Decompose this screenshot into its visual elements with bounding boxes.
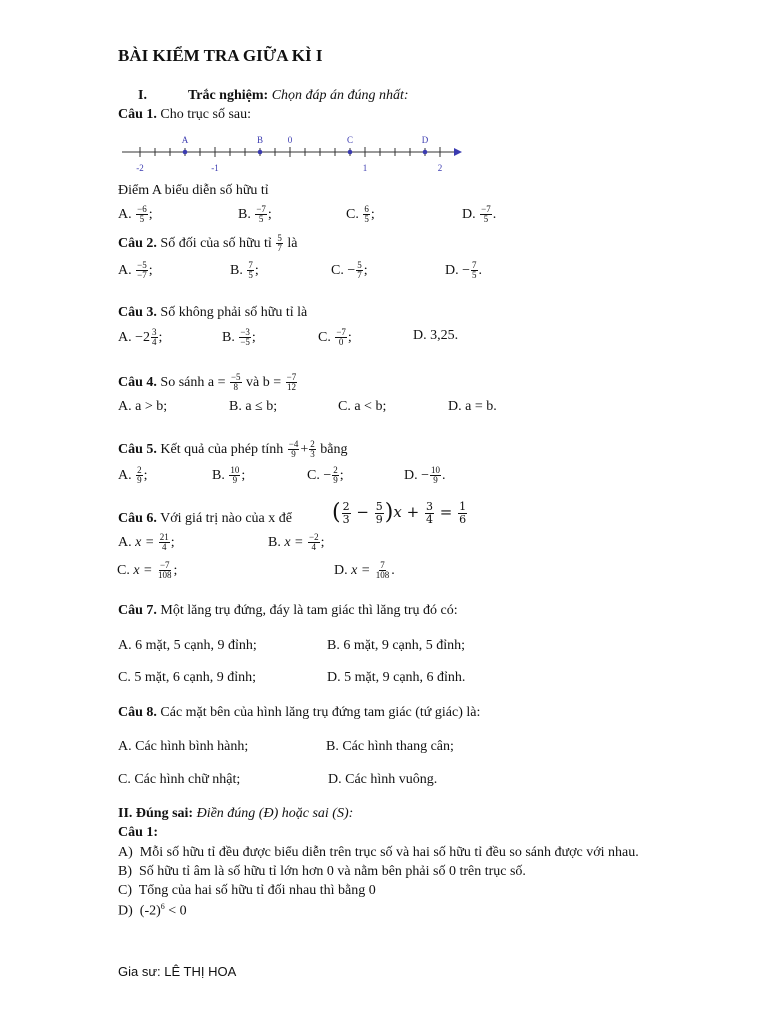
q6-answer-c: C. x = $\frac{-7}{108}$ ; — [117, 560, 178, 581]
section2-heading: II. Đúng sai: Điền đúng (Đ) hoặc sai (S): — [118, 806, 354, 821]
tick-label-1: 1 — [362, 163, 368, 173]
q1-answer-d: D. $\frac{-7}{5}$ . — [462, 204, 497, 225]
q7-answer-a: A. 6 mặt, 5 cạnh, 9 đỉnh; — [118, 638, 257, 653]
q8-heading: Câu 8. Các mặt bên của hình lăng trụ đứng tam giác (tứ giác) là: — [118, 705, 481, 720]
footer-tutor: Gia sư: LÊ THỊ HOA — [118, 964, 237, 979]
tf-item-a: A) Mỗi số hữu tỉ đều được biểu diễn trên trục số và hai số hữu tỉ đều so sánh được với nhau. — [118, 845, 639, 860]
point-label-zero: 0 — [287, 135, 293, 145]
tick-label-minus1: -1 — [211, 163, 219, 173]
q3-answer-c: C. $\frac{-7}{0}$ ; — [318, 327, 352, 348]
q4-answer-d: D. a = b. — [448, 399, 497, 414]
q6-equation: ( $\frac{2}{3}$ − $\frac{5}{9}$ )x + $\frac{3}{4}$ = $\frac{1}{6}$ — [332, 500, 467, 526]
q4-answer-b: B. a ≤ b; — [229, 399, 278, 414]
tf-item-b: B) Số hữu tỉ âm là số hữu tỉ lớn hơn 0 và nằm bên phải số 0 trên trục số. — [118, 864, 526, 879]
q3-answer-b: B. $\frac{-3}{-5}$ ; — [222, 327, 256, 348]
q1-answer-b: B. $\frac{-7}{5}$ ; — [238, 204, 272, 225]
q2-answer-c: C. − $\frac{5}{7}$ ; — [331, 260, 368, 281]
point-b-dot — [258, 150, 263, 155]
point-a-dot — [183, 150, 188, 155]
q7-answer-c: C. 5 mặt, 6 cạnh, 9 đỉnh; — [118, 670, 257, 685]
q8-answer-b: B. Các hình thang cân; — [326, 739, 454, 754]
section1-numeral: I. — [138, 88, 147, 103]
q1-answer-c: C. $\frac{6}{5}$ ; — [346, 204, 375, 225]
q5-answer-d: D. − $\frac{10}{9}$ . — [404, 465, 446, 486]
q6-answer-d: D. x = $\frac{7}{108}$ . — [334, 560, 395, 581]
q5-answer-c: C. − $\frac{2}{9}$ ; — [307, 465, 344, 486]
section1-instruction: Chọn đáp án đúng nhất: — [271, 88, 409, 103]
q1-label: Câu 1. — [118, 107, 157, 122]
point-label-a: A — [181, 135, 189, 145]
q2-answer-a: A. $\frac{-5}{-7}$ ; — [118, 260, 153, 281]
q1-stem: Điểm A biểu diễn số hữu tỉ — [118, 183, 269, 198]
section1-label: Trắc nghiệm: — [187, 88, 269, 103]
q5-answer-a: A. $\frac{2}{9}$ ; — [118, 465, 148, 486]
point-label-b: B — [256, 135, 264, 145]
q6-answer-a: A. x = $\frac{21}{4}$ ; — [118, 532, 175, 553]
q8-answer-c: C. Các hình chữ nhật; — [118, 772, 241, 787]
q2-heading: Câu 2. Số đối của số hữu tỉ $\frac{5}{7}$ là — [118, 233, 298, 254]
number-line — [118, 130, 468, 178]
page-title: BÀI KIỂM TRA GIỮA KÌ I — [118, 46, 323, 65]
tf-item-c: C) Tổng của hai số hữu tỉ đối nhau thì bằng 0 — [118, 883, 376, 898]
point-label-d: D — [421, 135, 429, 145]
q3-heading: Câu 3. Số không phải số hữu tỉ là — [118, 305, 308, 320]
q6-answer-b: B. x = $\frac{-2}{4}$ ; — [268, 532, 325, 553]
q7-answer-d: D. 5 mặt, 9 cạnh, 6 đỉnh. — [327, 670, 466, 685]
q6-heading: Câu 6. Với giá trị nào của x để — [118, 511, 292, 526]
q1-heading — [118, 108, 251, 122]
q3-answer-a: A. −2 $\frac{3}{4}$ ; — [118, 327, 163, 348]
q2-answer-b: B. $\frac{7}{5}$ ; — [230, 260, 259, 281]
tick-label-2: 2 — [437, 163, 443, 173]
q1-answer-a: A. $\frac{-6}{5}$ ; — [118, 204, 153, 225]
point-c-dot — [348, 150, 353, 155]
q3-answer-d: D. 3,25. — [413, 328, 459, 343]
q4-answer-c: C. a < b; — [338, 399, 387, 414]
number-line-arrow — [454, 148, 462, 156]
point-d-dot — [423, 150, 428, 155]
q7-answer-b: B. 6 mặt, 9 cạnh, 5 đỉnh; — [327, 638, 466, 653]
q1-text: Cho trục số sau: — [160, 107, 252, 122]
q2-answer-d: D. − $\frac{7}{5}$ . — [445, 260, 483, 281]
q5-answer-b: B. $\frac{10}{9}$ ; — [212, 465, 246, 486]
q8-answer-a: A. Các hình bình hành; — [118, 739, 249, 754]
q7-heading: Câu 7. Một lăng trụ đứng, đáy là tam giác thì lăng trụ đó có: — [118, 603, 458, 618]
section1-heading — [138, 89, 409, 103]
tf-item-d: D) $(-2)^6 < 0$ — [118, 902, 187, 919]
point-label-c: C — [346, 135, 354, 145]
tick-label-minus2: -2 — [136, 163, 144, 173]
section2-q-label: Câu 1: — [118, 825, 159, 840]
q4-answer-a: A. a > b; — [118, 399, 168, 414]
q8-answer-d: D. Các hình vuông. — [328, 772, 438, 787]
q4-heading: Câu 4. So sánh a = $\frac{-5}{8}$ và b = $\frac{-7}{12}$ — [118, 372, 297, 393]
q5-heading: Câu 5. Kết quả của phép tính $\frac{-4}{9}$ + $\frac{2}{3}$ bằng — [118, 439, 348, 460]
